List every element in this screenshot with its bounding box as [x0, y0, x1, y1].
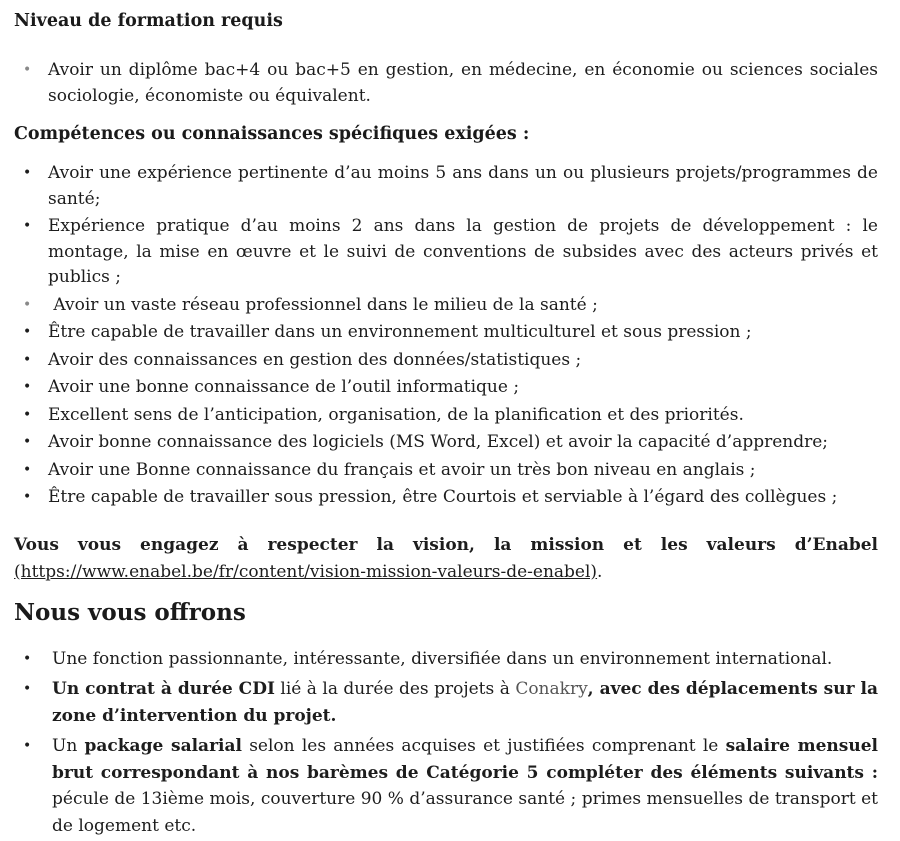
engagement-paragraph: [14, 532, 878, 586]
bullet-icon: •: [23, 379, 32, 395]
list-item-text: Avoir une Bonne connaissance du français et avoir un très bon niveau en anglais ;: [48, 459, 756, 480]
list-item-text: Avoir un vaste réseau professionnel dans le milieu de la santé ;: [48, 294, 598, 315]
list-item-text: Expérience pratique d’au moins 2 ans dans la gestion de projets de développement : le montage, la mise en œuvre et le suivi de conventions de subsides avec des acteurs privés et publics ;: [48, 216, 878, 287]
bullet-icon: •: [23, 406, 32, 423]
bullet-icon: •: [23, 62, 32, 78]
section-heading-formation: Niveau de formation requis: [14, 11, 283, 31]
bullet-icon: •: [23, 681, 32, 697]
list-item-text: [52, 733, 878, 839]
list-item-text: Une fonction passionnante, intéressante, diversifiée dans un environnement international.: [52, 648, 833, 669]
offers-list: [14, 646, 878, 840]
package-bold-text-2: salaire mensuel brut correspondant à nos barèmes de Catégorie 5 compléter des éléments suivants :: [52, 736, 878, 783]
package-bold-text: package salarial: [84, 736, 242, 756]
list-item: [14, 430, 878, 456]
list-item: [14, 214, 878, 291]
bullet-icon: •: [23, 461, 32, 478]
list-item-text: Être capable de travailler dans un environnement multiculturel et sous pression ;: [48, 322, 752, 342]
list-item: [14, 293, 878, 319]
bullet-icon: •: [23, 324, 32, 340]
list-item-text: Avoir une expérience pertinente d’au moins 5 ans dans un ou plusieurs projets/programmes de santé;: [48, 163, 878, 209]
bullet-icon: •: [23, 218, 32, 234]
list-item-text: Avoir une bonne connaissance de l’outil informatique ;: [48, 377, 520, 397]
contract-plain-text: lié à la durée des projets à: [274, 679, 516, 699]
bullet-icon: •: [23, 650, 32, 667]
engagement-statement: Vous vous engagez à respecter la vision, la mission et les valeurs d’Enabel: [14, 534, 878, 555]
list-item-text: Avoir un diplôme bac+4 ou bac+5 en gestion, en médecine, en économie ou sciences sociales sociologie, économiste ou équivalent.: [48, 60, 878, 106]
location-word: Conakry: [515, 679, 588, 699]
bullet-icon: •: [23, 296, 32, 313]
list-item: [14, 485, 878, 511]
education-list: [14, 58, 878, 109]
list-item: [14, 58, 878, 109]
list-item: [14, 348, 878, 374]
package-plain-text: Un: [52, 736, 85, 756]
bullet-icon: •: [23, 738, 32, 754]
skills-list: [14, 161, 878, 511]
bullet-icon: •: [23, 351, 32, 368]
section-heading-offres: Nous vous offrons: [14, 598, 246, 626]
contract-bold-text-2: , avec des déplacements sur la zone d’intervention du projet.: [52, 679, 879, 726]
list-item: [14, 458, 878, 484]
list-item: [14, 733, 878, 839]
list-item: [14, 646, 878, 673]
list-item-text: [52, 676, 878, 729]
list-item: [14, 161, 878, 212]
list-item-text: Avoir bonne connaissance des logiciels (MS Word, Excel) et avoir la capacité d’apprendre;: [48, 432, 829, 452]
list-item-text: Avoir des connaissances en gestion des données/statistiques ;: [48, 349, 582, 370]
list-item: [14, 676, 878, 729]
engagement-suffix: .: [597, 561, 603, 582]
list-item: [14, 375, 878, 401]
list-item-text: Être capable de travailler sous pression, être Courtois et serviable à l’égard des collègues ;: [48, 487, 838, 507]
bullet-icon: •: [23, 489, 32, 505]
package-plain-text-2: selon les années acquises et justifiées comprenant le: [241, 736, 726, 756]
enabel-vision-link[interactable]: (https://www.enabel.be/fr/content/vision-mission-valeurs-de-enabel): [14, 561, 598, 582]
contract-bold-text: Un contrat à durée CDI: [52, 679, 275, 699]
list-item: [14, 403, 878, 429]
package-plain-text-3: pécule de 13ième mois, couverture 90 % d’assurance santé ; primes mensuelles de transport et de logement etc.: [52, 789, 878, 836]
bullet-icon: •: [23, 434, 32, 450]
bullet-icon: •: [23, 165, 32, 181]
list-item: [14, 320, 878, 346]
list-item-text: Excellent sens de l’anticipation, organisation, de la planification et des priorités.: [48, 404, 744, 425]
section-heading-competences: Compétences ou connaissances spécifiques exigées :: [14, 124, 530, 144]
